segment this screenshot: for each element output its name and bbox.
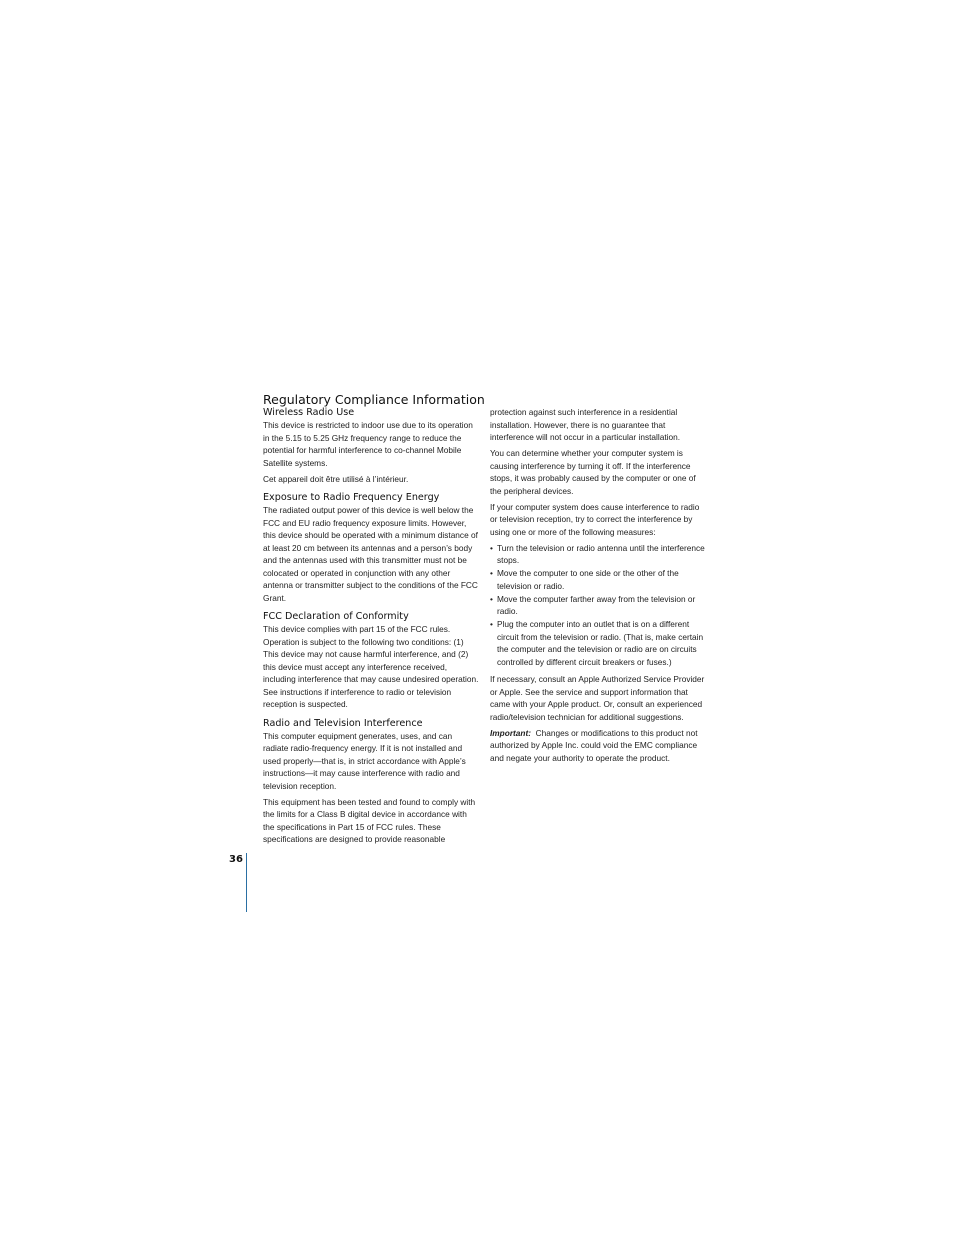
measures-list (490, 542, 706, 669)
radio-tv-paragraph-1: This computer equipment generates, uses, and can radiate radio-frequency energy. If it is not installed and used properly—that is, in strict accordance with Apple’s instructions—it may cause interference with radio and television reception. (263, 730, 466, 791)
list-item: • Turn the television or radio antenna until the interference stops. (490, 542, 705, 565)
important-label: Important: (490, 727, 532, 738)
right-column (490, 406, 706, 768)
section-heading-wireless: Wireless Radio Use (263, 407, 355, 418)
list-item: • Plug the computer into an outlet that is on a different circuit from the television or radio. (That is, make certain the computer and the television or radio are on circuits controlled by different circuit breakers or fuses.) (490, 619, 704, 667)
page-rule (246, 853, 247, 912)
wireless-french-paragraph: Cet appareil doit être utilisé à l’intérieur. (263, 473, 409, 484)
page-number: 36 (229, 854, 243, 865)
bullet-icon: • (490, 568, 493, 578)
important-text: Changes or modifications to this product not authorized by Apple Inc. could void the EMC compliance and negate your authority to operate the product. (490, 727, 698, 763)
radio-tv-paragraph-2: This equipment has been tested and found to comply with the limits for a Class B digital device in accordance with the specifications in Part 15 of FCC rules. These specifications are designed to provide reasonable (263, 796, 476, 844)
page-title: Regulatory Compliance Information (263, 392, 485, 408)
left-column (263, 406, 479, 849)
continued-paragraph: protection against such interference in a residential installation. However, there is no guarantee that interference will not occur in a particular installation. (490, 407, 680, 442)
section-heading-exposure: Exposure to Radio Frequency Energy (263, 492, 440, 503)
exposure-paragraph: The radiated output power of this device is well below the FCC and EU radio frequency exposure limits. However, this device should be operated with a minimum distance of at least 20 cm between its antennas and a person’s body and the antennas used with this transmitter must not be colocated or operated in conjunction with any other antenna or transmitter subject to the conditions of the FCC Grant. (263, 505, 478, 603)
important-paragraph (490, 727, 706, 765)
correct-interference-paragraph: If your computer system does cause interference to radio or television reception, try to correct the interference by using one or more of the following measures: (490, 501, 700, 537)
list-item: • Move the computer farther away from the television or radio. (490, 593, 696, 616)
list-item: • Move the computer to one side or the other of the television or radio. (490, 568, 679, 591)
bullet-icon: • (490, 619, 493, 629)
determine-interference-paragraph: You can determine whether your computer system is causing interference by turning it off. If the interference stops, it was probably caused by the computer or one of the peripheral devices. (490, 448, 696, 496)
section-heading-fcc: FCC Declaration of Conformity (263, 611, 409, 622)
section-heading-radio-tv: Radio and Television Interference (263, 717, 423, 729)
bullet-icon: • (490, 542, 493, 553)
fcc-paragraph: This device complies with part 15 of the FCC rules. Operation is subject to the following two conditions: (1) This device may not cause harmful interference, and (2) this device must accept any interference received, including interference that may cause undesired operation. See instructions if interference to radio or television reception is suspected. (263, 624, 479, 709)
bullet-icon: • (490, 593, 493, 604)
wireless-paragraph: This device is restricted to indoor use due to its operation in the 5.15 to 5.25 GHz frequency range to reduce the potential for harmful interference to co-channel Mobile Satellite systems. (263, 420, 473, 468)
consult-paragraph: If necessary, consult an Apple Authorized Service Provider or Apple. See the service and support information that came with your Apple product. Or, consult an experienced radio/television technician for additional suggestions. (490, 674, 705, 722)
